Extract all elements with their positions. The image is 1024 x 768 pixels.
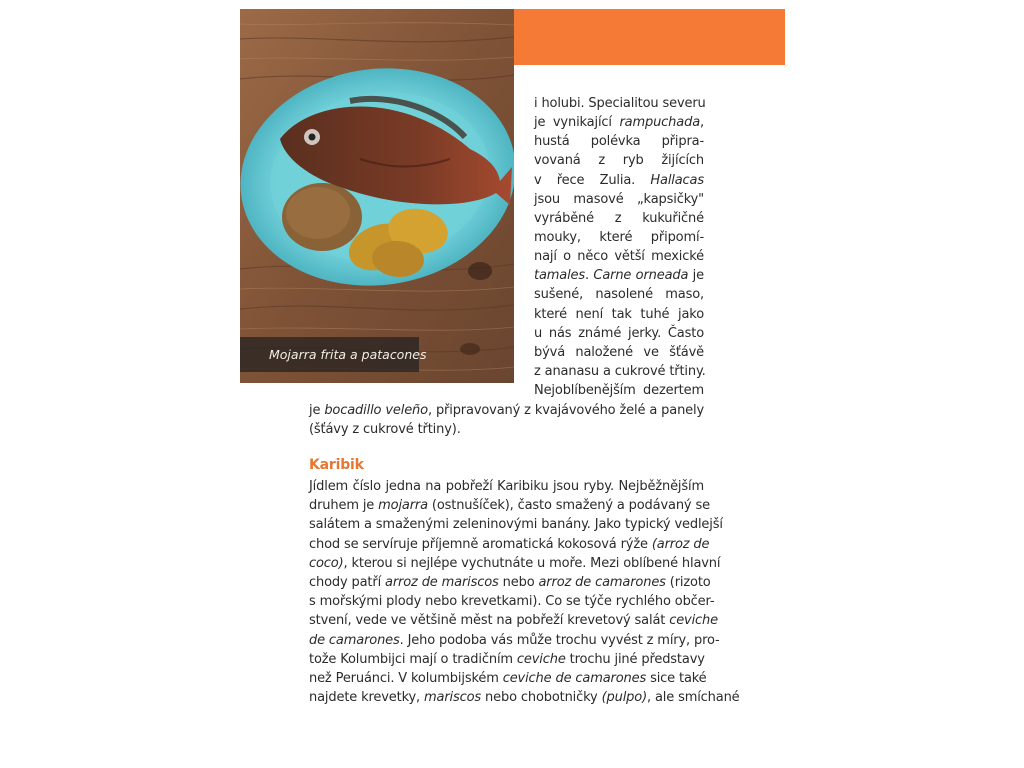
text-line: Nejoblíbenějším dezertem bbox=[534, 383, 704, 399]
text-line: je vynikající rampuchada, bbox=[534, 115, 704, 131]
paragraph-continuation bbox=[309, 401, 704, 439]
paragraph-karibik bbox=[309, 477, 740, 707]
text-line: chod se servíruje příjemně aromatická kokosová rýže (arroz de bbox=[309, 536, 710, 552]
section-heading-karibik: Karibik bbox=[309, 457, 364, 473]
fish-plate-illustration bbox=[240, 9, 514, 383]
text-line: de camarones. Jeho podoba vás může trochu vyvést z míry, pro- bbox=[309, 632, 720, 648]
text-line: s mořskými plody nebo krevetkami). Co se týče rychlého občer- bbox=[309, 594, 715, 610]
text-line: hustá polévka připra- bbox=[534, 134, 704, 150]
text-line: druhem je mojarra (ostnušíček), často smažený a podávaný se bbox=[309, 498, 710, 514]
text-line: (šťávy z cukrové třtiny). bbox=[309, 422, 461, 438]
text-line: které není tak tuhé jako bbox=[534, 306, 704, 322]
text-line: najdete krevetky, mariscos nebo chobotničky (pulpo), ale smíchané bbox=[309, 690, 740, 706]
text-line: vyráběné z kukuřičné bbox=[534, 210, 704, 226]
text-line: sušené, nasolené maso, bbox=[534, 287, 704, 303]
text-line: coco), kterou si nejlépe vychutnáte u moře. Mezi oblíbené hlavní bbox=[309, 555, 721, 571]
text-line: jsou masové „kapsičky" bbox=[534, 191, 704, 207]
text-line: vovaná z ryb žijících bbox=[534, 153, 704, 169]
text-line: nají o něco větší mexické bbox=[534, 249, 704, 265]
text-line: stvení, vede ve většině měst na pobřeží krevetový salát ceviche bbox=[309, 613, 718, 629]
text-line: u nás známé jerky. Často bbox=[534, 325, 704, 341]
text-line: tože Kolumbijci mají o tradičním ceviche trochu jiné představy bbox=[309, 651, 705, 667]
text-column bbox=[534, 94, 704, 400]
text-line: z ananasu a cukrové třtiny. bbox=[534, 363, 706, 379]
text-line: v řece Zulia. Hallacas bbox=[534, 172, 704, 188]
text-line: salátem a smaženými zeleninovými banány. Jako typický vedlejší bbox=[309, 517, 723, 533]
text-line: mouky, které připomí- bbox=[534, 229, 704, 245]
text-line: Jídlem číslo jedna na pobřeží Karibiku jsou ryby. Nejběžnějším bbox=[309, 479, 704, 494]
text-line: než Peruánci. V kolumbijském ceviche de camarones sice také bbox=[309, 670, 707, 686]
text-line: bývá naložené ve šťávě bbox=[534, 344, 704, 360]
food-photo bbox=[240, 9, 514, 383]
text-line: chody patří arroz de mariscos nebo arroz de camarones (rizoto bbox=[309, 574, 711, 590]
text-line: tamales. Carne orneada je bbox=[534, 268, 704, 284]
photo-caption: Mojarra frita a patacones bbox=[240, 337, 419, 372]
text-line: je bocadillo veleño, připravovaný z kvajávového želé a panely bbox=[309, 403, 705, 418]
orange-accent-bar bbox=[514, 9, 785, 65]
text-line: i holubi. Specialitou severu bbox=[534, 96, 706, 111]
